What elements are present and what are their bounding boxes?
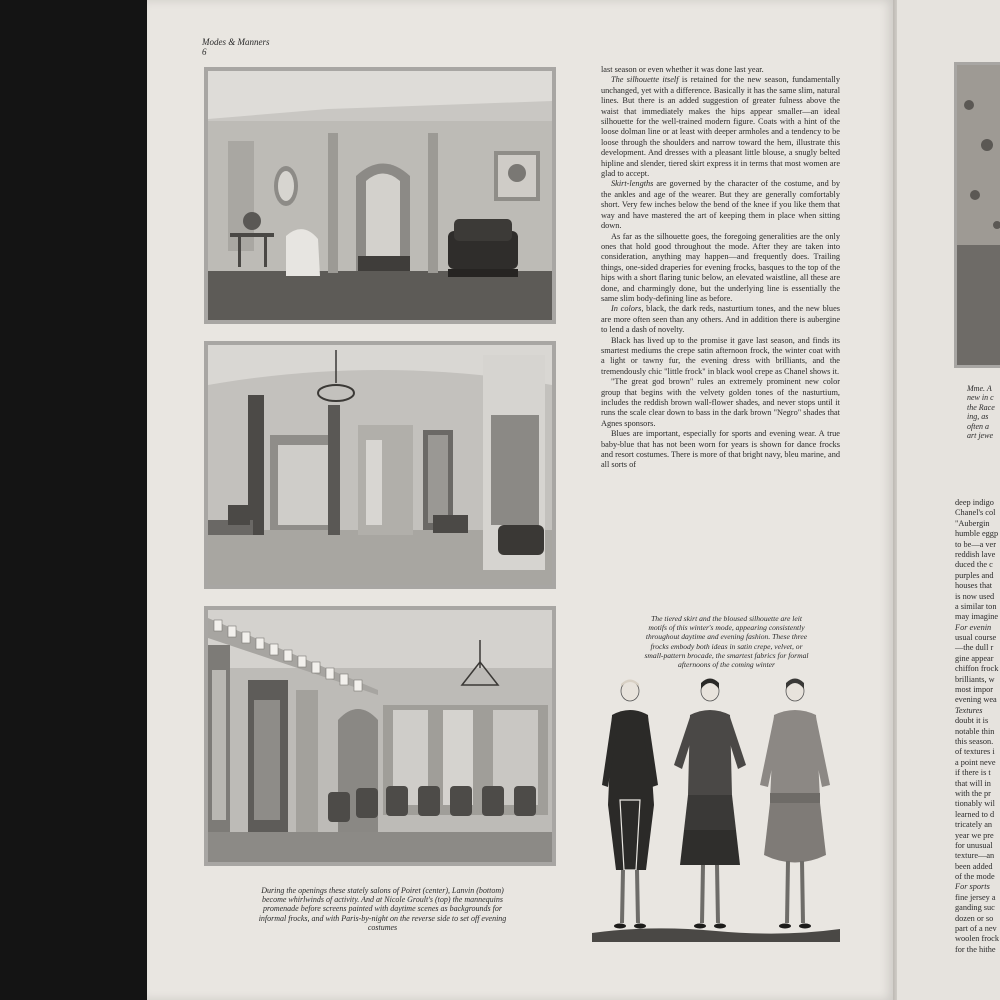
- salon-photos-caption: During the openings these stately salons of Poiret (center), Lanvin (bottom) become whirlwinds of activity. And at Nicole Groult's (top) the mannequins promenade before screens painted with daytime scenes as backgrounds for informal frocks, and with Paris-by-night on the reverse side to set off evening costumes: [258, 886, 507, 932]
- groult-salon-image: [208, 71, 552, 320]
- portrait-photo: [954, 62, 1000, 368]
- next-page-column: deep indigo Chanel's col "Aubergin humble eggp to be—a ver reddish lave duced the c purples and houses that is now used a similar ton may imagine For evenin usual course —the dull r gine appear chiffon frock brilliants, w most impor evening wea Textures doubt it is notable thin this season. of textures i a point neve if there is t that will in with the pr tionably wil learned to d tricately an year we pre for unusual texture—an been added of the mode For sports fine jersey a ganding suc dozen or so part of a nev woolen frock for the hithe: [955, 498, 1000, 954]
- figure-black-frock: [602, 680, 658, 929]
- fashion-figure-caption: The tiered skirt and the bloused silhouette are leit motifs of this winter's mode, appearing consistently throughout daytime and evening fashion. These three frocks embody both ideas in satin crepe, velvet, or small-pattern brocade, the smartest fabrics for formal afternoons of the coming winter: [644, 614, 809, 670]
- lanvin-salon-image: [208, 610, 552, 862]
- article-paragraph: Blues are important, especially for sports and evening wear. A true baby-blue that has not been worn for years is shown for dance frocks and resort costumes. There is more of that bright navy, bleu marine, and all sorts of: [601, 429, 840, 470]
- portrait-photo-image: [957, 65, 1000, 365]
- article-paragraph: As far as the silhouette goes, the foregoing generalities are the only ones that hold good throughout the mode. After they are taken into consideration, anything may happen—and frequently does. Trailing things, one-sided draperies for evening frocks, basques to the top of the hips with a short flaring tunic below, an elevated waistline, all these are done, and charmingly done, but the underlying line is essentially the same slim body-defining line as before.: [601, 231, 840, 303]
- article-paragraph: Skirt-lengths are governed by the character of the costume, and by the ankles and age of the wearer. But they are generally comfortably short. Very few inches below the bend of the knee if you like them that way and have mastered the art of keeping them in place when sitting down.: [601, 179, 840, 231]
- figure-brocade-frock: [760, 679, 830, 929]
- run-in-heading: In colors,: [611, 304, 644, 314]
- portrait-caption: Mme. A new in c the Race ing, as often a art jewe: [967, 384, 995, 441]
- right-magazine-page: [897, 0, 1000, 1000]
- article-paragraph: In colors, black, the dark reds, nasturtium tones, and the new blues are more often seen than any others. And in addition there is aubergine to lend a dash of novelty.: [601, 304, 840, 335]
- poiret-salon-image: [208, 345, 552, 585]
- salon-photo-poiret: [204, 341, 556, 589]
- three-frocks-illustration: [590, 675, 842, 950]
- page-number: 6: [202, 47, 207, 57]
- article-column: [601, 65, 840, 471]
- article-paragraph: The silhouette itself is retained for the new season, fundamentally unchanged, yet with a difference. Basically it has the same slim, natural lines. But there is an added suggestion of greater fulness above the waist that immediately makes the hips appear smaller—an ideal silhouette for the well-trained modern figure. Coats with a hint of the loose dolman line or at least with deeper armholes and a tendency to be loose through the shoulders and narrow toward the hem, illustrate this development. And dresses with a pleasant little blouse, a snugly belted hipline and slender, tiered skirt express it in terms that most women are glad to accept.: [601, 75, 840, 179]
- magazine-title: Modes & Manners: [202, 37, 270, 47]
- ground-band: [592, 928, 840, 942]
- article-paragraph: "The great god brown" rules an extremely prominent new color group that begins with the velvety golden tones of the nasturtium, includes the reddish brown wall-flower shades, and never stops until it runs the scale clear down to bass in the dark brown "Negro" shades that Agnes sponsors.: [601, 377, 840, 428]
- article-paragraph: Black has lived up to the promise it gave last season, and finds its smartest mediums the crepe satin afternoon frock, the winter coat with a light or tawny fur, the evening dress with brilliants, and the tremendously chic "little frock" in black wool crepe as Chanel shows it.: [601, 335, 840, 376]
- salon-photo-groult: [204, 67, 556, 324]
- run-in-heading: The silhouette itself: [611, 75, 679, 85]
- left-magazine-page: [147, 0, 895, 1000]
- salon-photo-lanvin: [204, 606, 556, 866]
- article-paragraph: last season or even whether it was done last year.: [601, 65, 764, 74]
- page-header: [202, 37, 270, 57]
- figure-tiered-frock: [674, 679, 746, 929]
- run-in-heading: Skirt-lengths: [611, 179, 654, 189]
